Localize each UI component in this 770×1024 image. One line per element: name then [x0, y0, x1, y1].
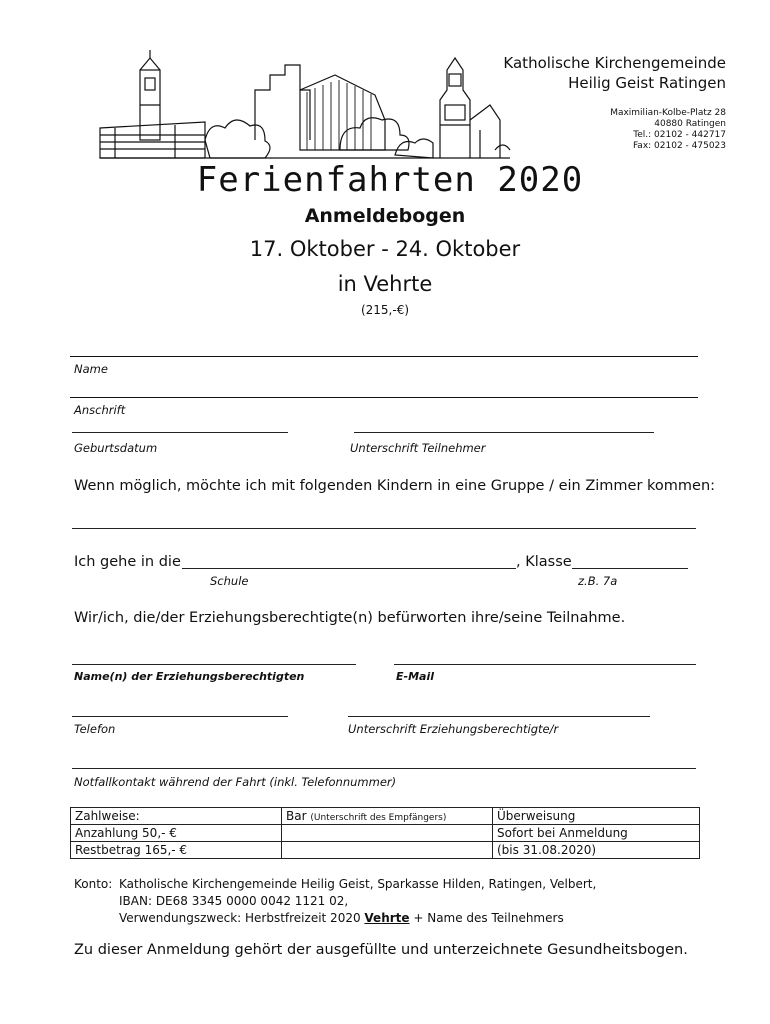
payment-cell: Anzahlung 50,- € — [71, 825, 282, 842]
school-line[interactable] — [182, 568, 516, 569]
trip-price: (215,-€) — [360, 303, 410, 317]
signature-participant-line[interactable] — [354, 432, 654, 433]
name-line[interactable] — [70, 356, 698, 357]
address-street: Maximilian-Kolbe-Platz 28 — [610, 108, 726, 118]
table-row — [71, 825, 700, 842]
payment-cash-label: Bar — [286, 809, 307, 823]
bank-label: Konto: — [74, 877, 113, 891]
form-name: Anmeldebogen — [304, 205, 466, 227]
page-title: Ferienfahrten 2020 — [196, 160, 584, 200]
school-prefix: Ich gehe in die — [74, 554, 181, 570]
address-label: Anschrift — [74, 403, 126, 417]
school-label: Schule — [210, 574, 249, 588]
payment-cell: Restbetrag 165,- € — [71, 842, 282, 859]
payment-cell: (bis 31.08.2020) — [493, 842, 700, 859]
payment-table — [70, 807, 700, 859]
table-row — [71, 808, 700, 825]
payment-cell: Sofort bei Anmeldung — [493, 825, 700, 842]
payment-cell[interactable] — [282, 825, 493, 842]
bank-purpose-prefix: Verwendungszweck: Herbstfreizeit 2020 — [119, 911, 365, 925]
bank-line1: Katholische Kirchengemeinde Heilig Geist, Sparkasse Hilden, Ratingen, Velbert, — [119, 877, 597, 891]
bank-purpose-place: Vehrte — [364, 911, 410, 925]
guardian-name-line[interactable] — [72, 664, 356, 665]
bank-iban: IBAN: DE68 3345 0000 0042 1121 02, — [119, 894, 349, 908]
address-line[interactable] — [70, 397, 698, 398]
payment-cash-note: (Unterschrift des Empfängers) — [310, 813, 447, 823]
signature-participant-label: Unterschrift Teilnehmer — [350, 441, 486, 455]
class-line[interactable] — [572, 568, 688, 569]
bank-purpose-suffix: + Name des Teilnehmers — [409, 911, 564, 925]
payment-cell: Überweisung — [493, 808, 700, 825]
table-row — [71, 842, 700, 859]
bank-purpose — [119, 910, 564, 927]
emergency-label: Notfallkontakt während der Fahrt (inkl. Telefonnummer) — [74, 775, 397, 789]
birthdate-line[interactable] — [72, 432, 288, 433]
class-prefix: , Klasse — [516, 554, 572, 570]
organization-subname: Heilig Geist Ratingen — [568, 74, 726, 92]
trip-dates: 17. Oktober - 24. Oktober — [249, 237, 521, 261]
guardian-name-label: Name(n) der Erziehungsberechtigten — [74, 670, 305, 683]
birthdate-label: Geburtsdatum — [74, 441, 158, 455]
class-hint: z.B. 7a — [578, 574, 618, 588]
email-line[interactable] — [394, 664, 696, 665]
trip-place: in Vehrte — [337, 272, 433, 296]
organization-name: Katholische Kirchengemeinde — [503, 54, 726, 72]
address-fax: Fax: 02102 - 475023 — [632, 141, 726, 151]
email-label: E-Mail — [396, 670, 434, 683]
emergency-line[interactable] — [72, 768, 696, 769]
group-wish-text: Wenn möglich, möchte ich mit folgenden Kindern in eine Gruppe / ein Zimmer kommen: — [74, 478, 716, 494]
group-wish-line[interactable] — [72, 528, 696, 529]
name-label: Name — [74, 362, 108, 376]
phone-label: Telefon — [74, 722, 116, 736]
church-buildings-drawing-icon — [95, 50, 515, 165]
payment-cell — [282, 808, 493, 825]
phone-line[interactable] — [72, 716, 288, 717]
payment-cell[interactable] — [282, 842, 493, 859]
footer-note: Zu dieser Anmeldung gehört der ausgefüllte und unterzeichnete Gesundheitsbogen. — [74, 942, 688, 958]
consent-text: Wir/ich, die/der Erziehungsberechtigte(n) befürworten ihre/seine Teilnahme. — [74, 610, 626, 626]
payment-cell: Zahlweise: — [71, 808, 282, 825]
address-city: 40880 Ratingen — [654, 119, 726, 129]
signature-guardian-label: Unterschrift Erziehungsberechtigte/r — [348, 722, 559, 736]
signature-guardian-line[interactable] — [348, 716, 650, 717]
address-phone: Tel.: 02102 - 442717 — [633, 130, 726, 140]
